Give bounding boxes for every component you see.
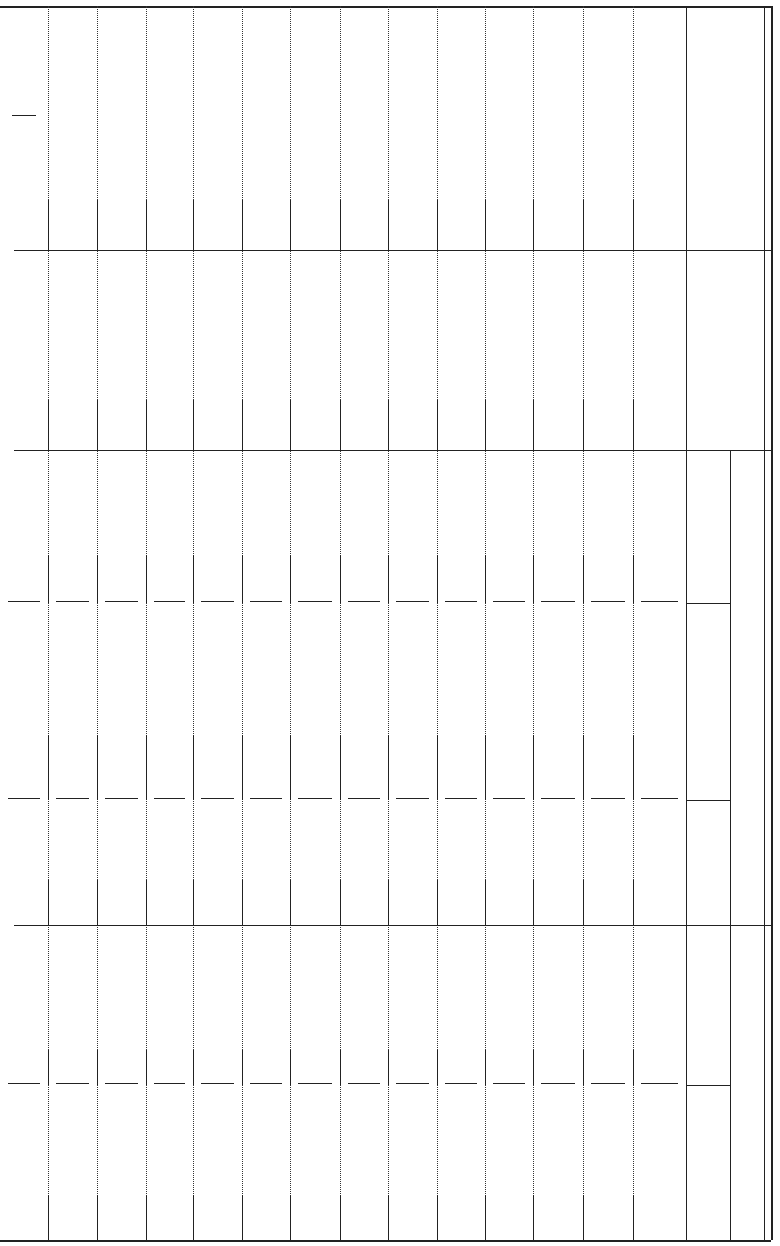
col-divider-seg [48, 200, 49, 250]
cell-underline [348, 1083, 380, 1084]
col-divider-seg [48, 1195, 49, 1240]
col-divider-seg [485, 880, 486, 925]
cell-underline [56, 601, 89, 602]
col-divider-seg [193, 400, 194, 450]
col-divider-seg [146, 880, 147, 925]
col-divider-seg [485, 1195, 486, 1240]
col-divider-seg [193, 1050, 194, 1085]
col-divider-seg [290, 555, 291, 603]
col-divider-seg [290, 1195, 291, 1240]
col-divider-seg [48, 880, 49, 925]
col-divider-seg [48, 735, 49, 800]
col-divider-seg [242, 1050, 243, 1085]
cell-underline [493, 601, 525, 602]
col-divider-seg [533, 735, 534, 800]
frame-bottom [0, 1240, 771, 1242]
col-divider-seg [485, 200, 486, 250]
col-divider-seg [97, 1050, 98, 1085]
col-divider-seg [583, 735, 584, 800]
col-divider-seg [97, 1195, 98, 1240]
cell-underline [591, 1083, 625, 1084]
col-divider-seg [340, 1050, 341, 1085]
col-divider-seg [583, 200, 584, 250]
col-divider-seg [340, 555, 341, 603]
col-divider-seg [437, 555, 438, 603]
cell-underline [348, 798, 380, 799]
col-divider-seg [633, 400, 634, 450]
col-divider-seg [146, 1195, 147, 1240]
col-divider-seg [388, 1195, 389, 1240]
col-divider-seg [437, 1195, 438, 1240]
col-divider-seg [340, 400, 341, 450]
col-divider-seg [290, 1050, 291, 1085]
col-divider-seg [340, 200, 341, 250]
col-divider-seg [388, 1050, 389, 1085]
cell-underline [396, 1083, 429, 1084]
col-divider-seg [242, 1195, 243, 1240]
cell-underline [250, 601, 282, 602]
col-divider-seg [48, 555, 49, 603]
header-right-rule [764, 6, 765, 1240]
cell-underline [445, 601, 477, 602]
cell-underline [8, 601, 40, 602]
row-rule [14, 250, 771, 251]
col-divider-seg [485, 735, 486, 800]
col-divider-seg [97, 880, 98, 925]
sub-rule [686, 603, 730, 604]
col-divider-seg [97, 735, 98, 800]
col-divider-seg [388, 880, 389, 925]
frame-right [771, 6, 773, 1240]
col-divider-seg [633, 1195, 634, 1240]
cell-underline [250, 1083, 282, 1084]
col-divider-seg [583, 1050, 584, 1085]
col-divider-seg [146, 735, 147, 800]
col-divider-seg [146, 400, 147, 450]
row-rule [14, 925, 771, 926]
cell-underline [105, 1083, 138, 1084]
row-rule [14, 450, 771, 451]
cell-underline [201, 798, 234, 799]
col-divider-seg [242, 555, 243, 603]
col-divider-seg [388, 555, 389, 603]
col-divider-seg [242, 735, 243, 800]
col-divider-seg [242, 880, 243, 925]
col-divider-seg [533, 400, 534, 450]
cell-underline [348, 601, 380, 602]
col-divider-seg [388, 200, 389, 250]
col-divider-seg [485, 400, 486, 450]
col-divider-seg [533, 1050, 534, 1085]
cell-underline [105, 601, 138, 602]
cell-underline [298, 1083, 332, 1084]
cell-underline [641, 798, 678, 799]
col-divider-seg [146, 200, 147, 250]
col-divider-seg [340, 1195, 341, 1240]
col-divider-seg [97, 400, 98, 450]
cell-underline [493, 1083, 525, 1084]
col-divider-seg [437, 880, 438, 925]
cell-underline [201, 1083, 234, 1084]
col-divider-seg [533, 555, 534, 603]
col-divider-seg [388, 400, 389, 450]
cell-underline [541, 798, 575, 799]
col-divider-seg [633, 880, 634, 925]
col-divider-seg [583, 400, 584, 450]
cell-underline [298, 601, 332, 602]
col-divider-seg [485, 1050, 486, 1085]
cell-underline [396, 798, 429, 799]
col-divider-seg [437, 400, 438, 450]
col-divider-seg [290, 200, 291, 250]
col-divider-seg [633, 555, 634, 603]
col-divider-seg [290, 400, 291, 450]
col-divider-seg [97, 200, 98, 250]
col-divider-seg [290, 735, 291, 800]
col-divider-seg [193, 555, 194, 603]
col-divider-seg [437, 1050, 438, 1085]
cell-underline [541, 601, 575, 602]
col-divider-seg [437, 735, 438, 800]
col-divider-seg [193, 880, 194, 925]
cell-underline [445, 1083, 477, 1084]
cell-underline [154, 1083, 185, 1084]
cell-underline [641, 1083, 678, 1084]
col-divider-seg [193, 1195, 194, 1240]
cell-underline [591, 798, 625, 799]
header-group-split [730, 450, 731, 1240]
col-divider-seg [193, 200, 194, 250]
col-divider-seg [242, 400, 243, 450]
total-label-rule [12, 115, 36, 116]
cell-underline [591, 601, 625, 602]
cell-underline [201, 601, 234, 602]
cell-underline [298, 798, 332, 799]
col-divider-seg [48, 400, 49, 450]
col-divider-seg [340, 735, 341, 800]
cell-underline [154, 798, 185, 799]
col-divider-seg [290, 880, 291, 925]
col-divider-seg [193, 735, 194, 800]
frame-top [0, 6, 771, 8]
col-divider-seg [583, 1195, 584, 1240]
col-divider-seg [633, 200, 634, 250]
col-divider-seg [388, 735, 389, 800]
cell-underline [493, 798, 525, 799]
cell-underline [445, 798, 477, 799]
col-divider-seg [340, 880, 341, 925]
cell-underline [396, 601, 429, 602]
col-divider-seg [633, 735, 634, 800]
col-divider-seg [146, 555, 147, 603]
col-divider-seg [633, 1050, 634, 1085]
cell-underline [250, 798, 282, 799]
sub-rule [686, 1085, 730, 1086]
cell-underline [8, 1083, 40, 1084]
cell-underline [641, 601, 678, 602]
cell-underline [105, 798, 138, 799]
col-divider-seg [48, 1050, 49, 1085]
cell-underline [541, 1083, 575, 1084]
col-divider-seg [533, 1195, 534, 1240]
col-divider-seg [583, 555, 584, 603]
cell-underline [8, 798, 40, 799]
col-divider-seg [242, 200, 243, 250]
cell-underline [56, 1083, 89, 1084]
sub-rule [686, 800, 730, 801]
col-divider-seg [583, 880, 584, 925]
col-divider-seg [437, 200, 438, 250]
cell-underline [154, 601, 185, 602]
cell-underline [56, 798, 89, 799]
col-divider-seg [533, 200, 534, 250]
col-divider-seg [485, 555, 486, 603]
col-divider-seg [533, 880, 534, 925]
col-divider-seg [146, 1050, 147, 1085]
col-divider [686, 6, 687, 1240]
col-divider-seg [97, 555, 98, 603]
